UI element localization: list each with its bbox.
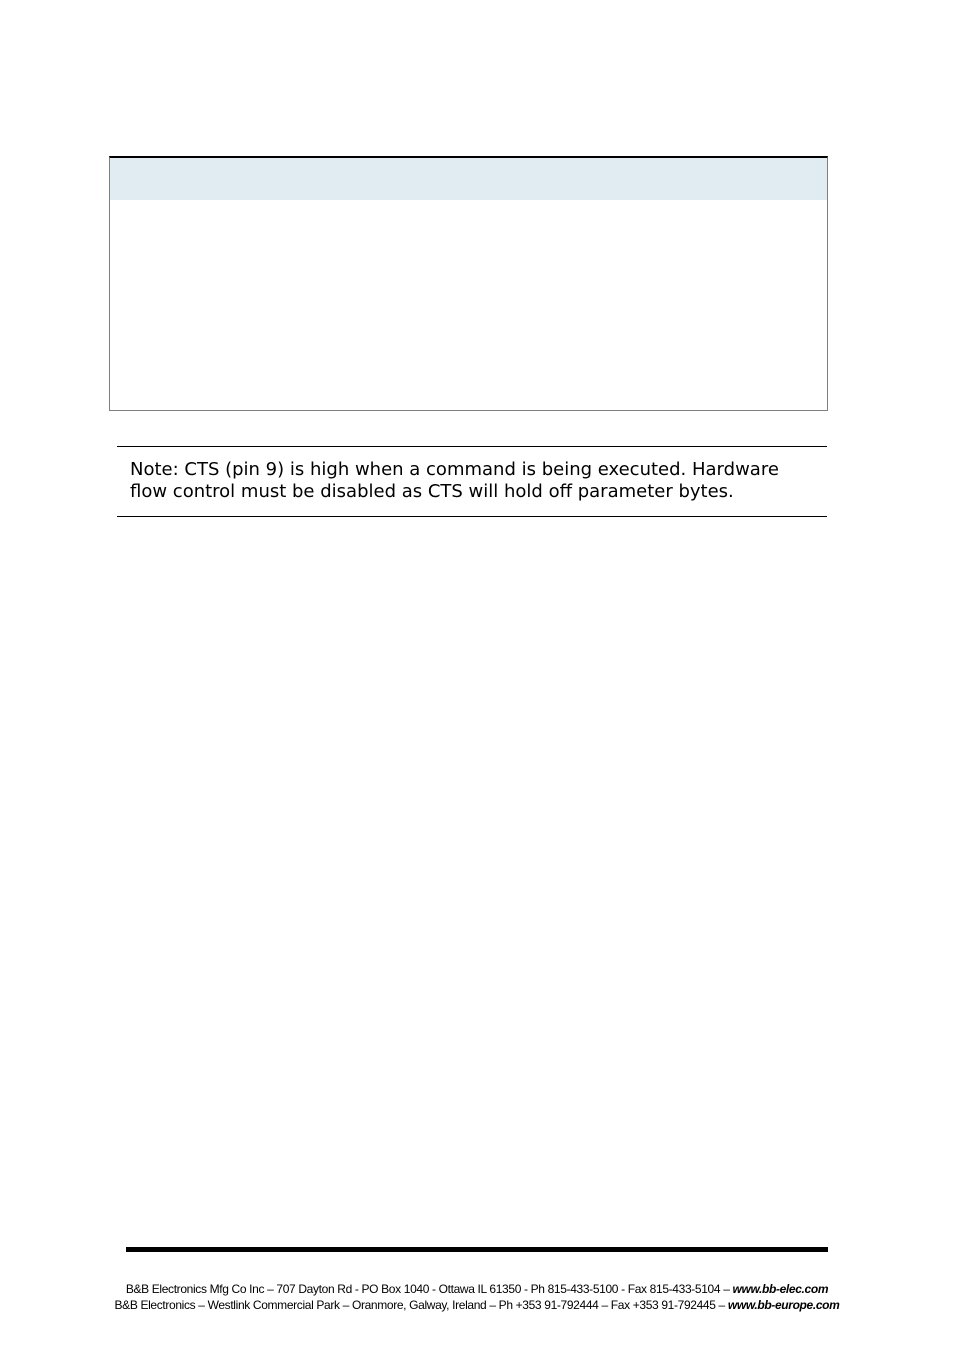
footer-address-europe (0, 1298, 954, 1313)
footer-address-europe-text: B&B Electronics – Westlink Commercial Park – Oranmore, Galway, Ireland – Ph +353 91-792444 – Fax +353 91-792445 – (114, 1298, 728, 1312)
note-text: Note: CTS (pin 9) is high when a command is being executed. Hardware flow control must be disabled as CTS will hold off parameter bytes. (130, 459, 779, 502)
table-header-row (110, 158, 827, 200)
command-table (109, 156, 828, 411)
footer-link-bb-europe[interactable]: www.bb-europe.com (727, 1298, 840, 1312)
footer-divider (126, 1247, 828, 1252)
footer-address-us (0, 1282, 954, 1297)
footer-link-bb-elec[interactable]: www.bb-elec.com (732, 1282, 829, 1296)
note-box (117, 446, 827, 517)
footer-address-us-text: B&B Electronics Mfg Co Inc – 707 Dayton Rd - PO Box 1040 - Ottawa IL 61350 - Ph 815-433-5100 - Fax 815-433-5104 – (125, 1282, 733, 1296)
table-body (110, 200, 827, 410)
